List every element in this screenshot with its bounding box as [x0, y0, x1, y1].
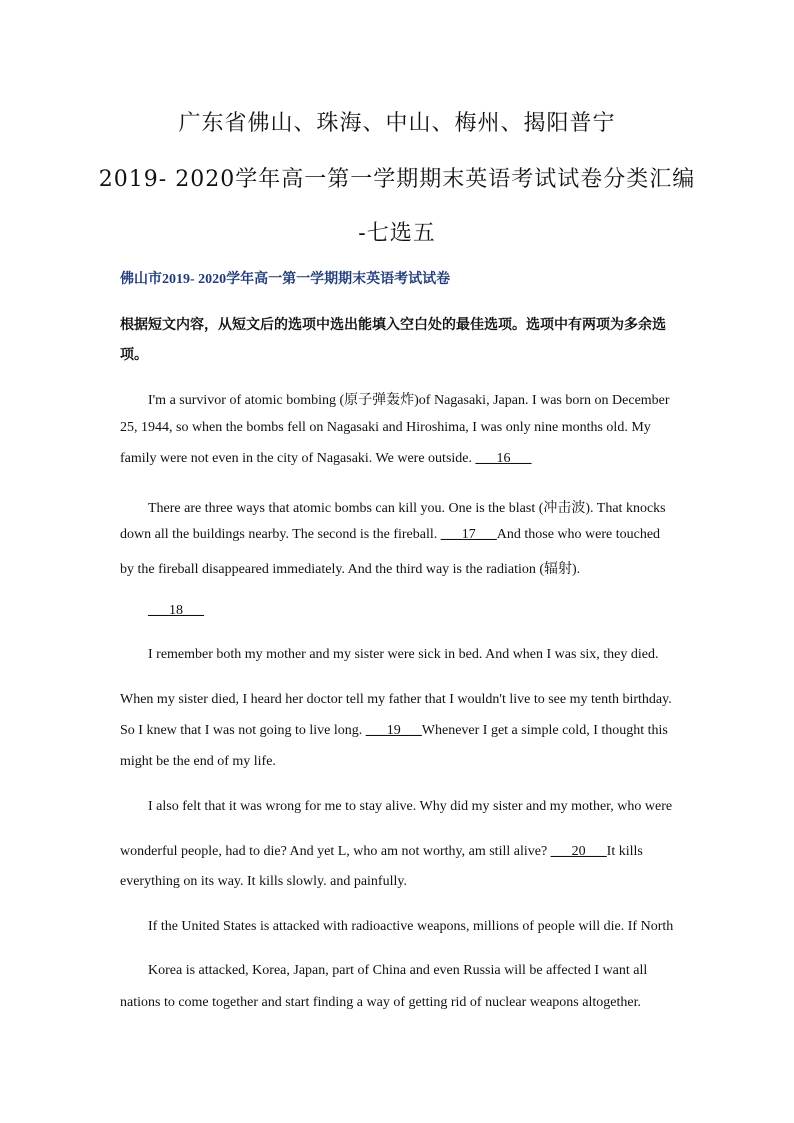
passage-line: Korea is attacked, Korea, Japan, part of China and even Russia will be affected I want all: [148, 963, 648, 978]
passage-line: I'm a survivor of atomic bombing (原子弹轰炸)of Nagasaki, Japan. I was born on December: [148, 393, 670, 408]
passage-line: [148, 603, 204, 619]
blank-17[interactable]: ___17___: [440, 527, 497, 542]
passage-line: 25, 1944, so when the bombs fell on Nagasaki and Hiroshima, I was only nine months old. My: [120, 420, 651, 435]
passage-line: I remember both my mother and my sister were sick in bed. And when I was six, they died.: [148, 647, 659, 662]
passage-line: [120, 451, 532, 467]
blank-18[interactable]: ___18___: [148, 603, 204, 618]
passage-line: When my sister died, I heard her doctor tell my father that I wouldn't live to see my tenth birthday.: [120, 692, 672, 707]
title-line-2: 2019- 2020学年高一第一学期期末英语考试试卷分类汇编: [98, 167, 696, 192]
passage-line: There are three ways that atomic bombs can kill you. One is the blast (冲击波). That knocks: [148, 501, 666, 516]
passage-line: by the fireball disappeared immediately. And the third way is the radiation (辐射).: [120, 562, 581, 577]
passage-line: I also felt that it was wrong for me to stay alive. Why did my sister and my mother, who were: [148, 799, 673, 814]
title-line-3: -七选五: [358, 221, 436, 246]
passage-text: So I knew that I was not going to live long.: [120, 723, 366, 738]
blank-19[interactable]: ___19___: [365, 723, 422, 738]
passage-text: Whenever I get a simple cold, I thought this: [421, 723, 668, 738]
passage-line: [120, 527, 660, 543]
title-line-1: 广东省佛山、珠海、中山、梅州、揭阳普宁: [178, 111, 616, 136]
passage-text: family were not even in the city of Nagasaki. We were outside.: [120, 451, 476, 466]
passage-line: might be the end of my life.: [120, 754, 276, 769]
instruction-line-1: 根据短文内容，从短文后的选项中选出能填入空白处的最佳选项。选项中有两项为多余选: [120, 317, 666, 333]
instruction-line-2: 项。: [120, 347, 148, 363]
passage-text: down all the buildings nearby. The second is the fireball.: [120, 527, 441, 542]
passage-text: It kills: [606, 844, 643, 859]
passage-line: If the United States is attacked with radioactive weapons, millions of people will die. If North: [148, 919, 674, 934]
blank-20[interactable]: ___20___: [550, 844, 607, 859]
section-subtitle: 佛山市2019- 2020学年高一第一学期期末英语考试试卷: [120, 272, 451, 287]
passage-line: everything on its way. It kills slowly. and painfully.: [120, 874, 407, 889]
passage-line: [120, 844, 643, 860]
passage-text: And those who were touched: [496, 527, 661, 542]
passage-text: wonderful people, had to die? And yet L, who am not worthy, am still alive?: [120, 844, 551, 859]
passage-line: nations to come together and start finding a way of getting rid of nuclear weapons altogether.: [120, 995, 641, 1010]
blank-16[interactable]: ___16___: [475, 451, 532, 466]
passage-line: [120, 723, 668, 739]
